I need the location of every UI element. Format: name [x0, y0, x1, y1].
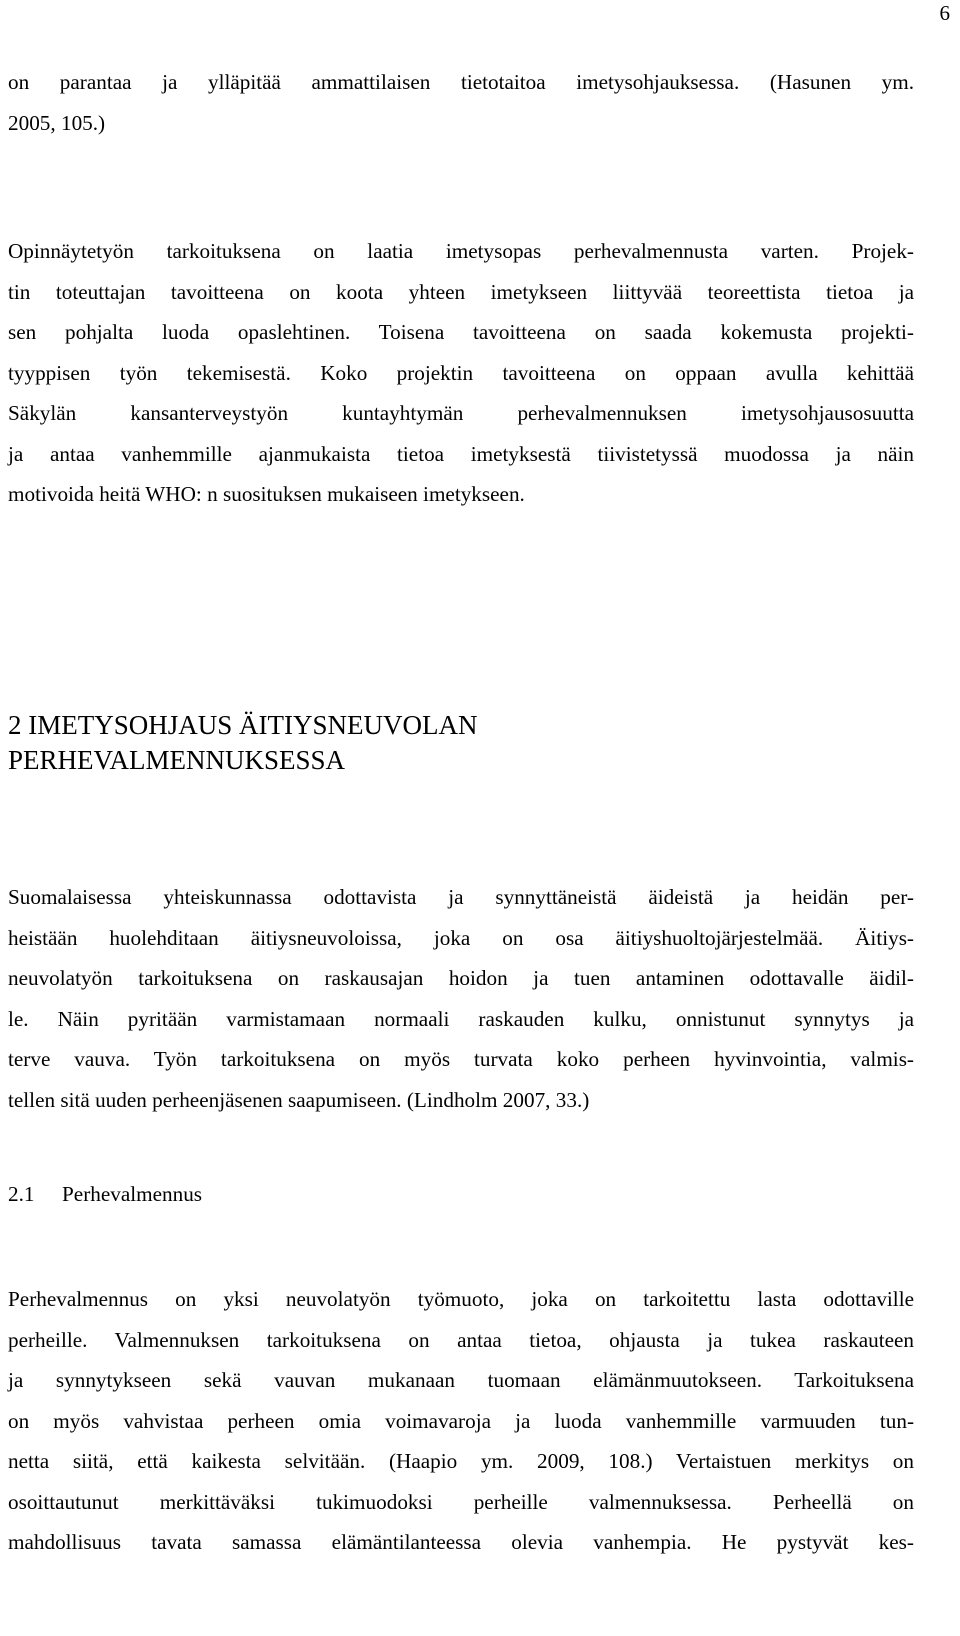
text-line: Perhevalmennus on yksi neuvolatyön työmuoto, joka on tarkoitettu lasta odottaville — [8, 1287, 914, 1311]
text-line: on parantaa ja ylläpitää ammattilaisen tietotaitoa imetysohjauksessa. (Hasunen ym. — [8, 70, 914, 94]
text-line: sen pohjalta luoda opaslehtinen. Toisena tavoitteena on saada kokemusta projekti- — [8, 320, 914, 344]
paragraph-family-coaching — [8, 1279, 914, 1563]
page-number: 6 — [939, 1, 950, 25]
text-line: 2005, 105.) — [8, 110, 106, 135]
text-line: perheille. Valmennuksen tarkoituksena on antaa tietoa, ohjausta ja tukea raskauteen — [8, 1327, 914, 1352]
text-line: Suomalaisessa yhteiskunnassa odottavista ja synnyttäneistä äideistä ja heidän per- — [8, 885, 914, 909]
text-line: neuvolatyön tarkoituksena on raskausajan hoidon ja tuen antaminen odottavalle äidil- — [8, 966, 914, 990]
heading-line: PERHEVALMENNUKSESSA — [8, 745, 346, 775]
text-line: netta siitä, että kaikesta selvitään. (Haapio ym. 2009, 108.) Vertaistuen merkitys on — [8, 1449, 914, 1473]
text-line: terve vauva. Työn tarkoituksena on myös turvata koko perheen hyvinvointia, valmis- — [8, 1047, 914, 1071]
paragraph-intro-end — [8, 62, 914, 143]
text-line: heistään huolehditaan äitiysneuvoloissa, joka on osa äitiyshuoltojärjestelmää. Äitiys- — [8, 925, 914, 950]
text-line: tyyppisen työn tekemisestä. Koko projektin tavoitteena on oppaan avulla kehittää — [8, 360, 914, 385]
text-line: tin toteuttajan tavoitteena on koota yhteen imetykseen liittyvää teoreettista tietoa ja — [8, 279, 914, 304]
text-line: on myös vahvistaa perheen omia voimavaroja ja luoda vanhemmille varmuuden tun- — [8, 1408, 914, 1433]
heading-line: 2 IMETYSOHJAUS ÄITIYSNEUVOLAN — [8, 710, 478, 740]
section-heading — [8, 708, 477, 778]
text-line: Säkylän kansanterveystyön kuntayhtymän perhevalmennuksen imetysohjausosuutta — [8, 401, 914, 425]
text-line: ja antaa vanhemmille ajanmukaista tietoa imetyksestä tiivistetyssä muodossa ja näin — [8, 441, 914, 466]
text-line: motivoida heitä WHO: n suosituksen mukaiseen imetykseen. — [8, 482, 525, 506]
paragraph-thesis-purpose — [8, 231, 914, 515]
subsection-heading — [8, 1180, 202, 1208]
text-line: Opinnäytetyön tarkoituksena on laatia imetysopas perhevalmennusta varten. Projek- — [8, 239, 914, 263]
text-line: osoittautunut merkittäväksi tukimuodoksi perheille valmennuksessa. Perheellä on — [8, 1489, 914, 1514]
subsection-title: Perhevalmennus — [62, 1182, 203, 1206]
text-line: mahdollisuus tavata samassa elämäntilanteessa olevia vanhempia. He pystyvät kes- — [8, 1530, 914, 1554]
text-line: tellen sitä uuden perheenjäsenen saapumiseen. (Lindholm 2007, 33.) — [8, 1087, 590, 1112]
subsection-number: 2.1 — [8, 1182, 35, 1206]
text-line: le. Näin pyritään varmistamaan normaali raskauden kulku, onnistunut synnytys ja — [8, 1006, 914, 1031]
paragraph-maternity-clinic — [8, 877, 914, 1120]
text-line: ja synnytykseen sekä vauvan mukanaan tuomaan elämänmuutokseen. Tarkoituksena — [8, 1368, 914, 1392]
